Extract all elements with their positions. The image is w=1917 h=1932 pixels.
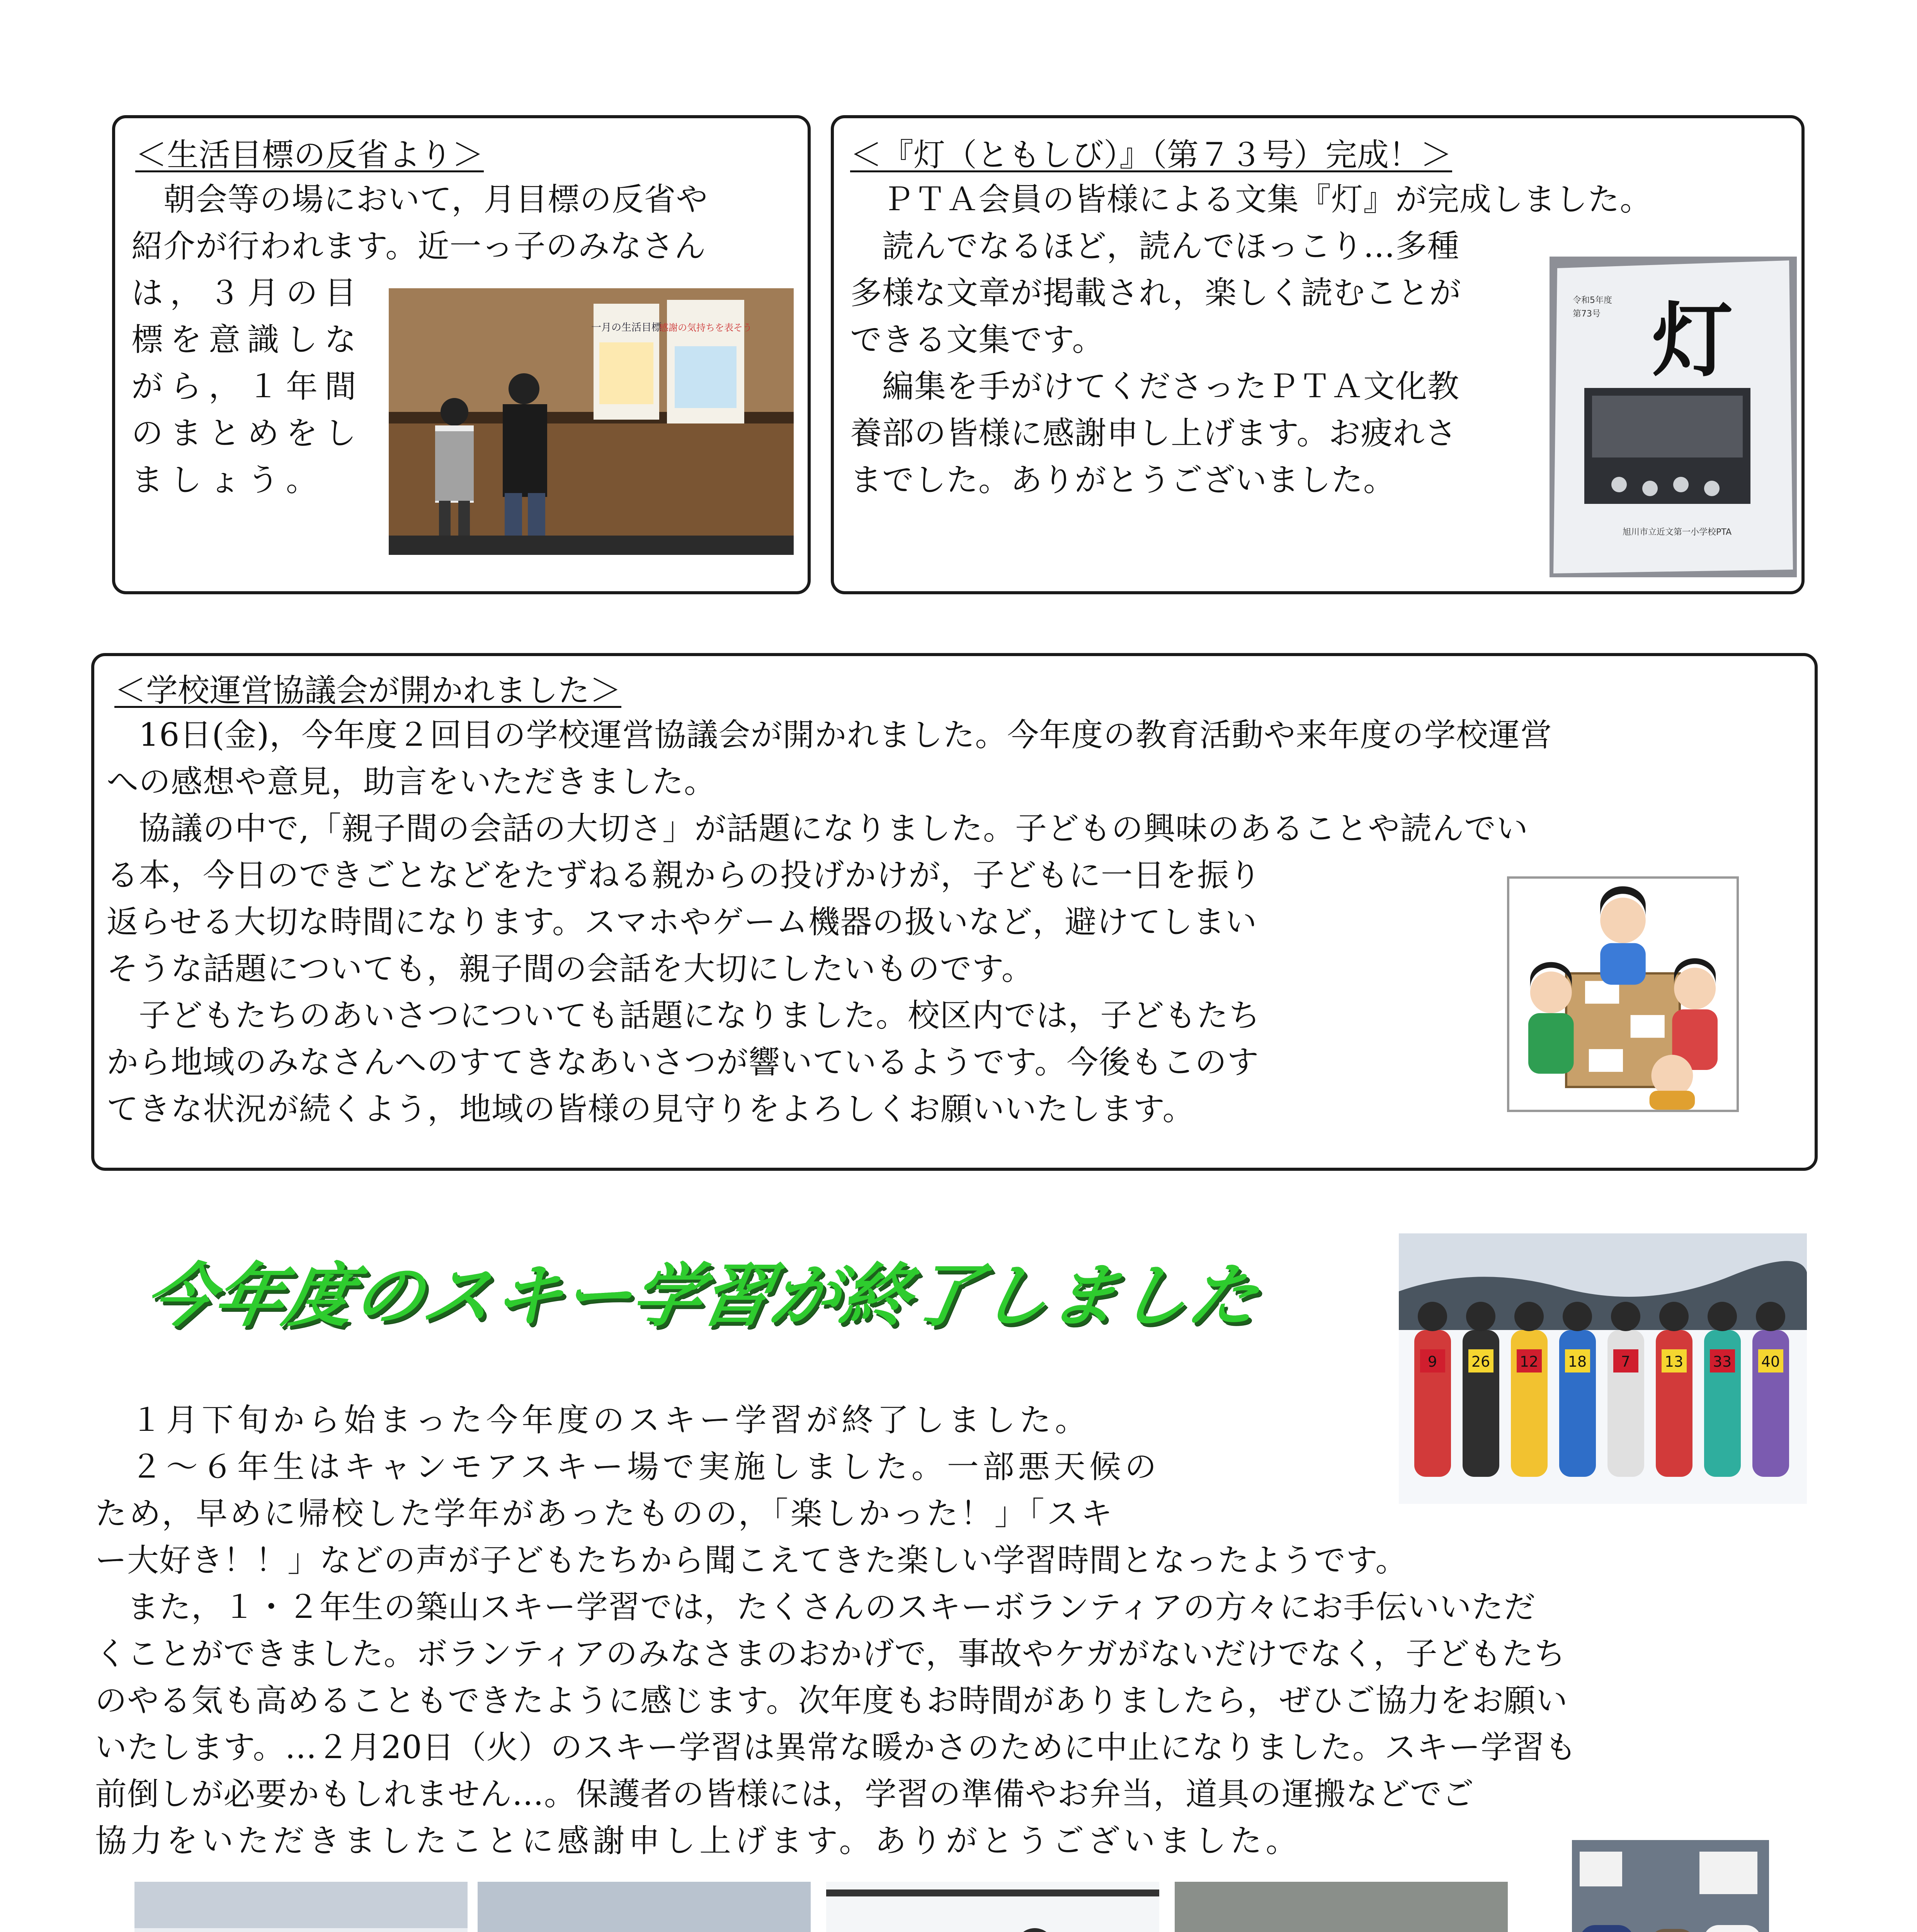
meeting-illustration: [1507, 876, 1739, 1112]
text-line: 標を意識しな: [131, 321, 364, 358]
text-line: ＰＴＡ会員の皆様による文集『灯』が完成しました。: [850, 181, 1652, 218]
council-box: [91, 653, 1818, 1171]
life-goal-title: ＜生活目標の反省より＞: [135, 137, 484, 173]
bib-number: 33: [1713, 1353, 1732, 1370]
text-line: がら，１年間: [131, 368, 364, 405]
ski-headline: 今年度のスキー学習が終了しました: [139, 1256, 1266, 1336]
bib-number: 13: [1664, 1353, 1684, 1370]
text-line: 協力をいただきましたことに感謝申し上げます。ありがとうございました。: [95, 1823, 1301, 1859]
council-title: ＜学校運営協議会が開かれました＞: [114, 672, 622, 709]
text-line: への感想や意見，助言をいただきました。: [107, 764, 716, 800]
text-line: ー大好き！！」などの声が子どもたちから聞こえてきた楽しい学習時間となったようです。: [95, 1542, 1408, 1579]
text-line: 紹介が行われます。近一っ子のみなさん: [131, 228, 706, 265]
bib-number: 7: [1621, 1353, 1631, 1370]
bib-number: 12: [1519, 1353, 1539, 1370]
text-line: 前倒しが必要かもしれません…。保護者の皆様には，学習の準備やお弁当，道具の運搬などでご: [95, 1776, 1475, 1813]
bib-number: 40: [1761, 1353, 1780, 1370]
tomoshibi-box: [831, 115, 1805, 594]
ski-photo-5: [1572, 1840, 1769, 1932]
text-line: くことができました。ボランティアのみなさまのおかげで，事故やケガがないだけでなく，子どもたち: [95, 1636, 1566, 1672]
text-line: ましょう。: [131, 462, 325, 498]
text-line: 16日(金)，今年度２回目の学校運営協議会が開かれました。今年度の教育活動や来年度の学校運営: [107, 717, 1553, 753]
text-line: 養部の皆様に感謝申し上げます。お疲れさ: [850, 415, 1457, 452]
text-line: までした。ありがとうございました。: [850, 462, 1396, 498]
text-line: 協議の中で,「親子間の会話の大切さ」が話題になりました。子どもの興味のあることや読んでい: [107, 810, 1529, 847]
bib-number: 18: [1568, 1353, 1587, 1370]
text-line: のやる気も高めることもできたように感じます。次年度もお時間がありましたら，ぜひご協力をお願い: [95, 1682, 1568, 1719]
text-line: いたします。…２月20日（火）のスキー学習は異常な暖かさのために中止になりました。スキー学習も: [95, 1729, 1577, 1766]
ski-text: [95, 1397, 1811, 1864]
text-line: 読んでなるほど，読んでほっこり…多種: [850, 228, 1460, 265]
ski-photo-4: [1175, 1882, 1508, 1932]
bib-number: 9: [1427, 1353, 1437, 1370]
ski-photo-2: [478, 1882, 811, 1932]
text-line: １月下旬から始まった今年度のスキー学習が終了しました。: [95, 1402, 1091, 1439]
tomoshibi-title: ＜『灯（ともしび）』（第７３号）完成！＞: [850, 137, 1453, 173]
text-line: 朝会等の場において，月目標の反省や: [131, 181, 708, 218]
ski-photo-1: [134, 1882, 468, 1932]
text-line: てきな状況が続くよう，地域の皆様の見守りをよろしくお願いいたします。: [107, 1091, 1195, 1128]
assembly-photo: [389, 288, 794, 555]
cover-title: 灯: [1652, 293, 1733, 388]
tomoshibi-cover-photo: [1550, 257, 1797, 577]
text-line: は，３月の目: [131, 275, 364, 311]
bib-number: 26: [1471, 1353, 1490, 1370]
life-goal-box: [112, 115, 811, 594]
text-line: 編集を手がけてくださったＰＴＡ文化教: [850, 368, 1460, 405]
text-line: ２～６年生はキャンモアスキー場で実施しました。一部悪天候の: [95, 1449, 1160, 1485]
text-line: のまとめをし: [131, 415, 364, 452]
cover-footer: 旭川市立近文第一小学校PTA: [1622, 527, 1732, 537]
text-line: 多様な文章が掲載され，楽しく読むことが: [850, 275, 1461, 311]
text-line: 子どもたちのあいさつについても話題になりました。校区内では，子どもたち: [107, 997, 1261, 1034]
cover-small-1: 令和5年度: [1573, 296, 1612, 305]
text-line: ため，早めに帰校した学年があったものの，「楽しかった！」「スキ: [95, 1495, 1115, 1532]
poster-b-text: 感謝の気持ちを表そう: [659, 322, 752, 333]
ski-photo-3: [826, 1882, 1159, 1932]
text-line: 返らせる大切な時間になります。スマホやゲーム機器の扱いなど，避けてしまい: [107, 904, 1257, 940]
text-line: から地域のみなさんへのすてきなあいさつが響いているようです。今後もこのす: [107, 1044, 1259, 1081]
cover-small-2: 第73号: [1573, 309, 1601, 319]
text-line: また，１・２年生の築山スキー学習では，たくさんのスキーボランティアの方々にお手伝いいただ: [95, 1589, 1536, 1626]
text-line: る本，今日のできごとなどをたずねる親からの投げかけが，子どもに一日を振り: [107, 857, 1262, 894]
text-line: そうな話題についても，親子間の会話を大切にしたいものです。: [107, 951, 1034, 987]
poster-a-text: 一月の生活目標: [591, 322, 662, 333]
text-line: できる文集です。: [850, 321, 1104, 358]
